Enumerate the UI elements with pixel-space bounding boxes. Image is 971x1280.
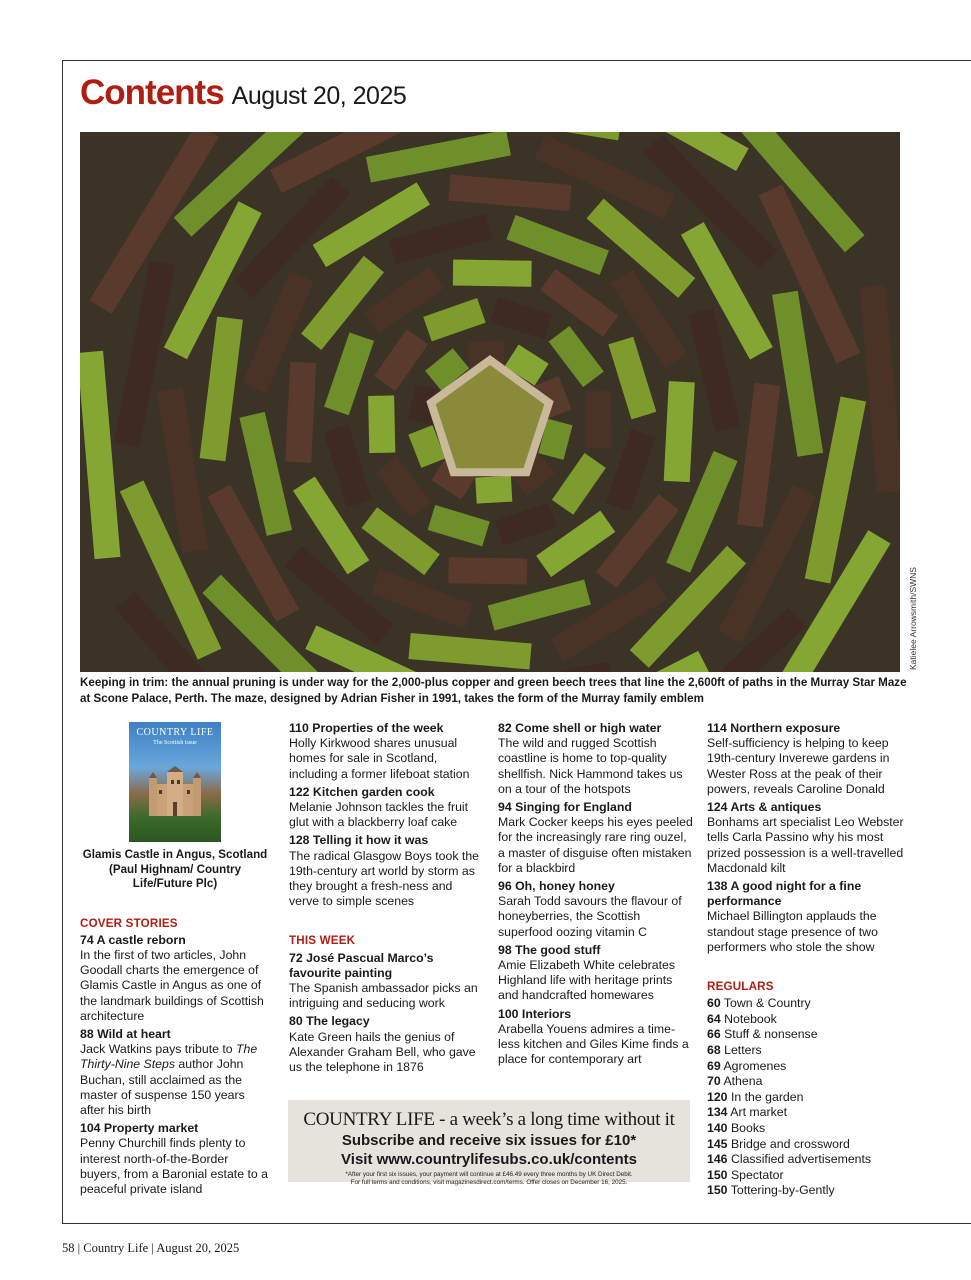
page-number: 120 [707,1089,728,1104]
entry-heading: 88 Wild at heart [80,1026,171,1041]
entry-description: Kate Green hails the genius of Alexander Graham Bell, who gave us the telephone in 1876 [289,1029,476,1075]
list-item[interactable] [289,833,484,909]
tagline: - a week’s a long time without it [434,1109,675,1130]
regular-name: Notebook [724,1011,777,1026]
regular-name: Bridge and crossword [730,1136,850,1151]
regular-item[interactable] [707,1043,907,1059]
subscribe-headline [288,1109,690,1131]
regular-name: Spectator [730,1167,784,1182]
desc-part: author John Buchan, still acclaimed as the master of suspense 150 years after his birth [80,1057,245,1117]
hedge-segment [677,382,682,482]
entry-heading: 122 Kitchen garden cook [289,784,435,799]
hedge-segment [90,352,107,558]
entry-description: Amie Elizabeth White celebrates Highland life with heritage prints and handcrafted homewares [498,958,676,1003]
hedge-segment [449,570,528,571]
page-number: 145 [707,1136,728,1151]
list-item[interactable] [80,1027,270,1118]
brand-name: COUNTRY LIFE [303,1109,435,1130]
maze-aerial-image [80,132,900,672]
hedge-segment [213,318,231,460]
page-number: 150 [707,1183,728,1198]
hedge-segment [453,273,532,274]
list-item[interactable] [498,1007,696,1068]
photo-caption: Keeping in trim: the annual pruning is under way for the 2,000-plus copper and green beech trees that line the 2,600ft of paths in the Murray Star Maze at Scone Palace, Perth. The maze, designed by Adrian Fisher in 1991, takes the form of the Murray family emblem [80,676,907,705]
page-number: 70 [707,1074,721,1089]
subscribe-link[interactable]: Visit www.countrylifesubs.co.uk/contents [341,1151,637,1168]
terms-line: For full terms and conditions, visit magazinesdirect.com/terms. Offer closes on December 16, 2025. [350,1179,628,1186]
entry-heading: 104 Property market [80,1121,199,1136]
regulars-list [707,996,907,1199]
entry-description: The wild and rugged Scottish coastline is home to top-quality shellfish. Nick Hammond takes us on a tour of the hotspots [498,736,683,796]
page-number: 64 [707,1011,721,1026]
regular-name: Town & Country [723,996,811,1011]
hedge-segment [433,358,461,381]
entry-description: In the first of two articles, John Goodall charts the emergence of Glamis Castle in Angus as one of the landmark buildings of Scottish architecture [80,947,264,1023]
terms-text [288,1171,690,1187]
hedge-segment [410,646,531,657]
list-item[interactable] [707,879,907,955]
page-number: 60 [707,996,721,1011]
hedge-segment [598,391,599,448]
column-3 [498,721,696,1070]
entry-description: Mark Cocker keeps his eyes peeled for the increasingly rare ring ouzel, a master of disguise often mistaken for a blackbird [498,815,693,875]
desc-part: Jack Watkins pays tribute to [80,1042,237,1057]
page-folio: 58 | Country Life | August 20, 2025 [62,1241,240,1255]
regular-name: Classified advertisements [730,1152,872,1167]
column-1 [80,720,270,1200]
regular-item[interactable] [707,1168,907,1184]
regular-name: Art market [730,1105,787,1120]
entry-heading: 138 A good night for a fine performance [707,879,862,909]
list-item[interactable] [289,1014,484,1075]
regular-name: Books [730,1121,766,1135]
entry-heading: 74 A castle reborn [80,932,186,947]
cover-caption: Glamis Castle in Angus, Scotland (Paul Highnam/ Country Life/Future Plc) [82,848,268,890]
regular-name: Letters [724,1043,762,1058]
regular-name: Agromenes [723,1058,787,1073]
magazine-cover[interactable] [129,722,221,842]
entry-description: Michael Billington applauds the standout stage presence of two performers who stole the show [707,909,878,954]
this-week-label: THIS WEEK [289,934,356,948]
hedge-segment [873,286,890,492]
photo-credit: Katielee Arrowsmith/SWNS [908,567,918,670]
regular-item[interactable] [707,1027,907,1043]
maze-photo [80,132,900,672]
subscribe-offer: Subscribe and receive six issues for £10* [341,1132,637,1149]
entry-heading: 82 Come shell or high water [498,721,662,735]
page-number: 150 [707,1167,728,1182]
subscribe-panel[interactable] [288,1100,690,1186]
entry-description: Arabella Youens admires a time-less kitchen and Giles Kime finds a place for contemporary art [498,1021,689,1067]
hedge-segment [494,310,549,327]
list-item[interactable] [80,933,270,1024]
hedge-segment [431,517,486,534]
entry-description: Holly Kirkwood shares unusual homes for sale in Scotland, including a former lifeboat station [289,736,470,781]
regular-item[interactable] [707,1137,907,1153]
regular-item[interactable] [707,996,907,1012]
list-item[interactable] [289,785,484,831]
list-item[interactable] [498,721,696,797]
hedge-segment [420,430,433,463]
list-item[interactable] [498,800,696,876]
hedge-segment [551,422,560,457]
entry-description: Sarah Todd savours the flavour of honeyberries, the Scottish superfood oozing vitamin C [498,894,682,939]
entry-description: Bonhams art specialist Leo Webster tells Carla Passino why his most prized possession is a well-travelled Macdonald kilt [707,815,904,875]
page-number: 140 [707,1121,728,1135]
regular-item[interactable] [707,1183,907,1199]
cover-masthead: COUNTRY LIFE [136,727,214,738]
entry-heading: 128 Telling it how it was [289,833,429,848]
entry-heading: 114 Northern exposure [707,721,841,735]
entry-heading: 110 Properties of the week [289,721,444,735]
hedge-segment [499,515,553,534]
column-4 [707,721,907,1199]
entry-heading: 124 Arts & antiques [707,800,822,815]
cover-stories-label: COVER STORIES [80,916,178,930]
hedge-segment [476,489,512,491]
list-item[interactable] [707,721,907,797]
hedge-segment [468,353,504,355]
regular-name: Tottering-by-Gently [730,1183,835,1198]
page-number: 66 [707,1027,721,1042]
entry-description [80,1042,270,1118]
entry-description: The Spanish ambassador picks an intriguing and seducing work [289,981,478,1011]
page-number: 146 [707,1152,728,1167]
regulars-label: REGULARS [707,980,774,994]
list-item[interactable] [289,951,484,1012]
cover-subtitle: The Scottish issue [153,740,197,746]
regular-name: Athena [723,1074,763,1089]
regular-item[interactable] [707,1152,907,1168]
regular-item[interactable] [707,1059,907,1075]
entry-description: The radical Glasgow Boys took the 19th-century art world by storm as they brought a fresh-ness and verve to simple scenes [289,848,480,909]
entry-heading: 72 José Pascual Marco’s favourite painting [289,950,434,980]
hedge-segment [750,384,768,526]
entry-heading: 98 The good stuff [498,942,601,957]
issue-date: August 20, 2025 [231,82,407,110]
terms-line: *After your first six issues, your payment will continue at £46.49 every three months by UK Direct Debit. [345,1171,633,1178]
list-item[interactable] [80,1121,270,1197]
regular-item[interactable] [707,1012,907,1028]
list-item[interactable] [289,721,484,782]
hedge-segment [381,396,382,453]
entry-heading: 94 Singing for England [498,800,632,815]
regular-name: Stuff & nonsense [724,1027,818,1042]
entry-description: Self-sufficiency is helping to keep 19th-century Inverewe gardens in Wester Ross at the peak of their powers, reveals Caroline Donald [707,736,890,796]
page-number: 68 [707,1043,721,1058]
list-item[interactable] [498,879,696,940]
entry-heading: 100 Interiors [498,1006,572,1021]
list-item[interactable] [707,800,907,876]
entry-description: Penny Churchill finds plenty to interest north-of-the-Border buyers, from a Baronial estate to a peaceful private island [80,1136,268,1196]
page-number: 69 [707,1058,721,1073]
contents-title: Contents [80,73,224,112]
hedge-segment [450,188,571,199]
page-header [80,73,406,118]
entry-description: Melanie Johnson tackles the fruit glut with a blackberry loaf cake [289,800,469,830]
hedge-segment [298,363,303,463]
regular-item[interactable] [707,1105,907,1121]
page-number: 134 [707,1105,728,1120]
regular-name: In the garden [730,1089,804,1104]
hedge-segment [512,355,542,374]
castle-illustration [143,766,207,816]
entry-heading: 96 Oh, honey honey [498,879,615,894]
list-item[interactable] [498,943,696,1004]
book-title: The Thirty-Nine Steps [80,1042,258,1072]
regular-item[interactable] [707,1074,907,1090]
regular-item[interactable] [707,1090,907,1106]
column-2 [289,721,484,1078]
regular-item[interactable] [707,1121,907,1137]
entry-heading: 80 The legacy [289,1014,370,1029]
hedge-segment [428,310,482,329]
